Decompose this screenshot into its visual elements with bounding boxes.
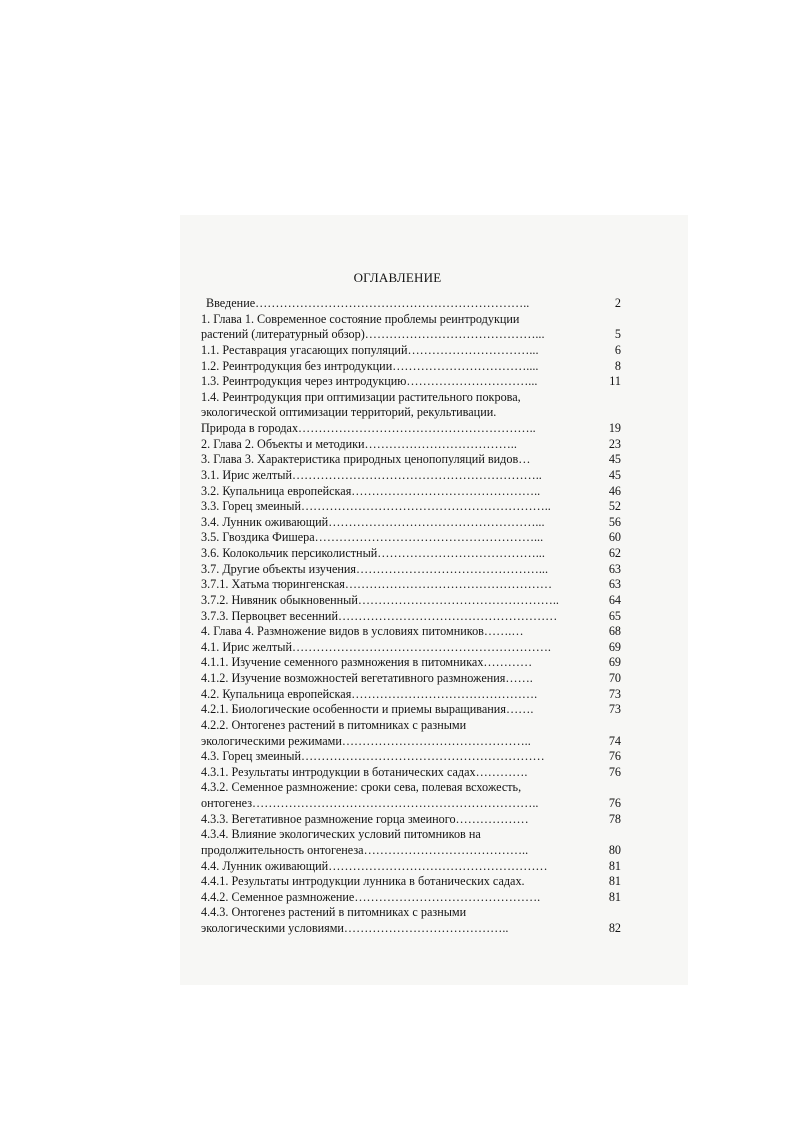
toc-entry-text: 4.2.2. Онтогенез растений в питомниках с разными: [201, 717, 467, 732]
toc-entry-text: 3.2. Купальница европейская………………………………………..: [201, 483, 541, 498]
toc-entry: [201, 827, 621, 858]
toc-entry-text: 4.2.1. Биологические особенности и приемы выращивания…….: [201, 702, 534, 717]
toc-entry-text: Введение…………………………………………………………..: [206, 296, 530, 310]
toc-entry: [201, 296, 621, 312]
toc-page-number: 73: [608, 686, 621, 701]
toc-entry-text: 4.3.1. Результаты интродукции в ботанических садах………….: [201, 764, 528, 779]
toc-entry-text: экологическими условиями…………………………………..: [201, 921, 509, 935]
toc-entry: [201, 562, 621, 578]
toc-entry-text: 4.4.3. Онтогенез растений в питомниках с разными: [201, 905, 467, 920]
toc-page-number: 63: [608, 561, 621, 576]
toc-entry-text: Природа в городах…………………………………………………..: [201, 421, 536, 435]
toc-page-number: 11: [609, 374, 621, 389]
toc-entry-text: растений (литературный обзор)……………………………………...: [201, 327, 545, 342]
toc-entry: [201, 577, 621, 593]
toc-entry: [201, 624, 621, 640]
toc-entry: [201, 812, 621, 828]
toc-entry: [201, 343, 621, 359]
toc-entry-text: 4.1.2. Изучение возможностей вегетативного размножения…….: [201, 671, 533, 685]
toc-page-number: 65: [608, 608, 621, 623]
toc-entry: [201, 718, 621, 749]
toc-page-number: 74: [608, 733, 621, 748]
toc-page-number: 5: [614, 327, 621, 342]
toc-page-number: 82: [608, 921, 621, 935]
toc-entry-text: 1.3. Реинтродукция через интродукцию…………………………...: [201, 374, 538, 389]
toc-entry: [201, 452, 621, 468]
toc-entry: [201, 374, 621, 390]
toc-entry: [201, 468, 621, 484]
toc-page-number: 56: [608, 514, 621, 529]
toc-entry-text: 3. Глава 3. Характеристика природных ценопопуляций видов…: [201, 452, 531, 467]
toc-page-number: 78: [608, 811, 621, 826]
toc-entry: [201, 546, 621, 562]
toc-page-number: 46: [608, 483, 621, 498]
toc-entry: [201, 499, 621, 515]
toc-page-number: 63: [608, 577, 621, 592]
toc-entry: [201, 484, 621, 500]
toc-entry: [201, 859, 621, 875]
toc-page-number: 62: [608, 546, 621, 560]
toc-entry-text: 3.7. Другие объекты изучения………………………………………...: [201, 561, 548, 576]
toc-entry-text: 2. Глава 2. Объекты и методики………………………………..: [201, 436, 517, 451]
toc-entry-text: 4.3. Горец змеиный……………………………………………………: [201, 749, 545, 764]
toc-entry-text: 4.3.2. Семенное размножение: сроки сева, полевая всхожесть,: [201, 780, 522, 795]
toc-page-number: 80: [608, 842, 621, 857]
toc-entry-text: 3.1. Ирис желтый……………………………………………………..: [201, 467, 542, 482]
toc-entry: [201, 702, 621, 718]
toc-page-number: 69: [608, 639, 621, 654]
toc-entry-text: продолжительность онтогенеза…………………………………..: [201, 842, 529, 857]
toc-page-number: 23: [608, 436, 621, 451]
toc-entry: [201, 530, 621, 546]
toc-page-number: 76: [608, 749, 621, 764]
toc-entry: [201, 609, 621, 625]
toc-entry-text: 4.4.1. Результаты интродукции лунника в ботанических садах.: [201, 874, 525, 889]
toc-page-number: 81: [608, 874, 621, 889]
toc-entry-text: 4.3.3. Вегетативное размножение горца змеиного………………: [201, 811, 529, 826]
toc-entry-text: онтогенез……………………………………………………………..: [201, 796, 539, 810]
toc-entry-text: экологической оптимизации территорий, рекультивации.: [201, 405, 497, 420]
toc-page-number: 76: [608, 796, 621, 810]
toc-entry-text: 3.3. Горец змеиный……………………………………………………..: [201, 499, 551, 514]
toc-page-number: 81: [608, 858, 621, 873]
toc-entry: [201, 390, 621, 437]
toc-page-number: 81: [608, 889, 621, 904]
toc-entry: [201, 312, 621, 343]
table-of-contents: [201, 296, 621, 937]
toc-entry-text: экологическими режимами………………………………………..: [201, 733, 531, 748]
toc-entry: [201, 593, 621, 609]
toc-page-number: 73: [608, 702, 621, 717]
toc-entry-text: 4. Глава 4. Размножение видов в условиях питомников…….…: [201, 624, 524, 639]
toc-entry-text: 4.1. Ирис желтый……………………………………………………….: [201, 639, 551, 654]
toc-entry-text: 3.7.3. Первоцвет весенний………………………………………………: [201, 608, 558, 623]
toc-entry: [201, 765, 621, 781]
toc-entry-text: 1.4. Реинтродукция при оптимизации растительного покрова,: [201, 389, 521, 404]
toc-entry-text: 3.7.2. Нивяник обыкновенный…………………………………………..: [201, 592, 559, 607]
toc-page-number: 8: [614, 358, 621, 373]
toc-page-number: 68: [608, 624, 621, 639]
toc-page-number: 64: [608, 592, 621, 607]
toc-entry: [201, 905, 621, 936]
toc-page-number: 2: [614, 296, 621, 310]
toc-entry: [201, 640, 621, 656]
toc-page-number: 69: [608, 655, 621, 670]
toc-page-number: 45: [608, 467, 621, 482]
toc-entry: [201, 437, 621, 453]
toc-page-number: 60: [608, 530, 621, 545]
toc-entry-text: 4.4. Лунник оживающий………………………………………………: [201, 858, 548, 873]
toc-entry-text: 4.1.1. Изучение семенного размножения в питомниках…………: [201, 655, 533, 670]
toc-entry: [201, 671, 621, 687]
toc-entry-text: 3.6. Колокольчик персиколистный…………………………………...: [201, 546, 545, 560]
toc-page-number: 76: [608, 764, 621, 779]
toc-entry-text: 4.4.2. Семенное размножение……………………………………….: [201, 889, 541, 904]
toc-entry: [201, 780, 621, 811]
toc-entry-text: 4.2. Купальница европейская……………………………………….: [201, 686, 538, 701]
toc-entry-text: 3.5. Гвоздика Фишера………………………………………………...: [201, 530, 544, 545]
toc-entry-text: 4.3.4. Влияние экологических условий питомников на: [201, 827, 481, 842]
toc-entry: [201, 359, 621, 375]
toc-entry-text: 3.7.1. Хатьма тюрингенская……………………………………………: [201, 577, 553, 592]
toc-entry: [201, 749, 621, 765]
toc-page-number: 19: [608, 421, 621, 435]
toc-entry-text: 3.4. Лунник оживающий……………………………………………...: [201, 514, 545, 529]
toc-entry: [201, 874, 621, 890]
toc-entry: [201, 890, 621, 906]
toc-entry: [201, 655, 621, 671]
toc-entry: [201, 687, 621, 703]
page-title: ОГЛАВЛЕНИЕ: [353, 270, 442, 285]
toc-page-number: 6: [614, 342, 621, 357]
toc-entry-text: 1.2. Реинтродукция без интродукции……………………………....: [201, 358, 539, 373]
toc-entry-text: 1. Глава 1. Современное состояние проблемы реинтродукции: [201, 311, 520, 326]
toc-entry: [201, 515, 621, 531]
toc-entry-text: 1.1. Реставрация угасающих популяций…………………………...: [201, 342, 539, 357]
toc-page-number: 52: [608, 499, 621, 514]
toc-page-number: 70: [608, 671, 621, 685]
toc-page-number: 45: [608, 452, 621, 467]
